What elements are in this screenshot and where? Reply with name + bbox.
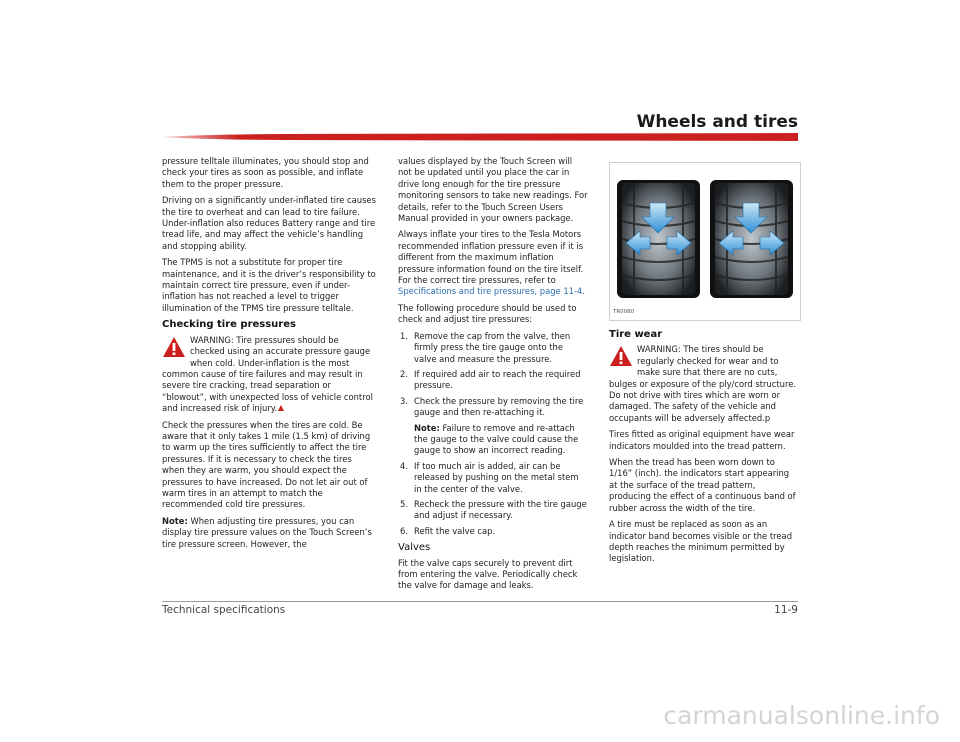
step-number: 6. bbox=[400, 525, 408, 536]
procedure-list bbox=[398, 331, 588, 538]
column-1 bbox=[162, 156, 376, 555]
watermark: carmanualsonline.info bbox=[663, 701, 940, 730]
step-text: Recheck the pressure with the tire gauge and adjust if necessary. bbox=[414, 498, 587, 521]
step-number: 3. bbox=[400, 395, 408, 406]
footer-page-number: 11-9 bbox=[774, 604, 798, 616]
warning-block bbox=[162, 335, 376, 415]
paragraph-text: Always inflate your tires to the Tesla Motors recommended inflation pressure even if it is different from the maximum inflation pressure information found on the tire itself. For the correct tire pressures, refer to bbox=[398, 229, 584, 286]
figure-code: TR0080 bbox=[613, 308, 635, 315]
list-item bbox=[398, 369, 588, 392]
footer-section-title: Technical specifications bbox=[162, 604, 286, 616]
section-heading-valves: Valves bbox=[398, 542, 431, 554]
paragraph: Fit the valve caps securely to prevent dirt from entering the valve. Periodically check the valve for damage and leaks. bbox=[398, 557, 578, 591]
left-tire bbox=[617, 180, 700, 298]
step-text: If required add air to reach the required pressure. bbox=[414, 368, 581, 391]
warning-text: WARNING: Tire pressures should be checked using an accurate pressure gauge when cold. Under-inflation is the most common cause of tire failures and may result in severe tire cracking, tread separation or “blowout”, with unexpected loss of vehicle control and increased risk of injury. bbox=[162, 334, 373, 414]
step-number: 2. bbox=[400, 368, 408, 379]
step-number: 1. bbox=[400, 330, 408, 341]
header-red-rule bbox=[162, 133, 798, 141]
paragraph bbox=[398, 229, 588, 297]
warning-block bbox=[609, 344, 799, 424]
list-item bbox=[398, 396, 588, 457]
step-number: 4. bbox=[400, 460, 408, 471]
paragraph: Check the pressures when the tires are cold. Be aware that it only takes 1 mile (1.5 km) of driving to warm up the tires sufficiently to affect the tire pressures. If it is necessary to check the tires when they are warm, you should expect the pressures to have increased. Do not let air out of warm tires in an attempt to match the recommended cold tire pressures. bbox=[162, 419, 371, 510]
note-label: Note: bbox=[162, 515, 188, 526]
paragraph-text: . bbox=[582, 286, 586, 297]
step-text: Remove the cap from the valve, then firmly press the tire gauge onto the valve and measure the pressure. bbox=[414, 330, 571, 364]
warning-icon bbox=[609, 345, 633, 367]
paragraph: Tires fitted as original equipment have wear indicators moulded into the tread pattern. bbox=[609, 429, 795, 451]
section-heading-checking-tire-pressures: Checking tire pressures bbox=[162, 319, 296, 331]
paragraph: values displayed by the Touch Screen will not be updated until you place the car in drive long enough for the tire pressure monitoring sensors to take new readings. For details, refer to the Touch Screen Users Manual provided in your owners package. bbox=[398, 156, 588, 224]
paragraph: The TPMS is not a substitute for proper tire maintenance, and it is the driver’s responsibility to maintain correct tire pressure, even if under-inflation has not reached a level to trigger illumination of the TPMS tire pressure telltale. bbox=[162, 257, 376, 313]
paragraph: pressure telltale illuminates, you should stop and check your tires as soon as possible, and inflate them to the proper pressure. bbox=[162, 156, 369, 189]
section-heading-tire-wear: Tire wear bbox=[609, 329, 663, 340]
step-note bbox=[414, 423, 588, 457]
paragraph: When the tread has been worn down to 1/16” (inch). the indicators start appearing at the surface of the tread pattern, producing the effect of a continuous band of rubber across the width of the tire. bbox=[609, 457, 796, 513]
right-tire bbox=[710, 180, 793, 298]
list-item bbox=[398, 526, 588, 537]
step-number: 5. bbox=[400, 498, 408, 509]
warning-end-icon bbox=[278, 405, 284, 411]
step-text: If too much air is added, air can be released by pushing on the metal stem in the center of the valve. bbox=[414, 460, 579, 494]
footer-rule bbox=[162, 601, 798, 602]
tire-wear-figure bbox=[609, 162, 801, 321]
list-item bbox=[398, 499, 588, 522]
column-3 bbox=[609, 155, 799, 570]
list-item bbox=[398, 331, 588, 365]
paragraph: A tire must be replaced as soon as an indicator band becomes visible or the tread depth reaches the minimum permitted by legislation. bbox=[609, 519, 793, 564]
note-label: Note: bbox=[414, 422, 440, 433]
paragraph: The following procedure should be used to check and adjust tire pressures: bbox=[398, 302, 577, 325]
list-item bbox=[398, 461, 588, 495]
note-paragraph bbox=[162, 516, 376, 550]
specifications-link[interactable]: Specifications and tire pressures, page 11-4 bbox=[398, 286, 583, 297]
column-2 bbox=[398, 156, 588, 597]
tire-tread-illustration bbox=[610, 163, 800, 320]
warning-icon bbox=[162, 336, 186, 358]
step-text: Check the pressure by removing the tire gauge and then re-attaching it. bbox=[414, 395, 584, 418]
note-text: When adjusting tire pressures, you can display tire pressure values on the Touch Screen’s tire pressure screen. However, the bbox=[162, 515, 372, 549]
paragraph: Driving on a significantly under-inflated tire causes the tire to overheat and can lead to tire failure. Under-inflation also reduces Battery range and tire tread life, and may affect the vehicle’s handling and stopping ability. bbox=[162, 195, 376, 251]
step-text: Refit the valve cap. bbox=[414, 525, 496, 536]
note-text: Failure to remove and re-attach the gauge to the valve could cause the gauge to show an incorrect reading. bbox=[414, 422, 579, 456]
warning-text: WARNING: The tires should be regularly checked for wear and to make sure that there are no cuts, bulges or exposure of the ply/cord structure. Do not drive with tires which are worn or damaged. The safety of the vehicle and occupants will be adversely affected.p bbox=[609, 344, 797, 423]
page-title: Wheels and tires bbox=[636, 112, 798, 132]
